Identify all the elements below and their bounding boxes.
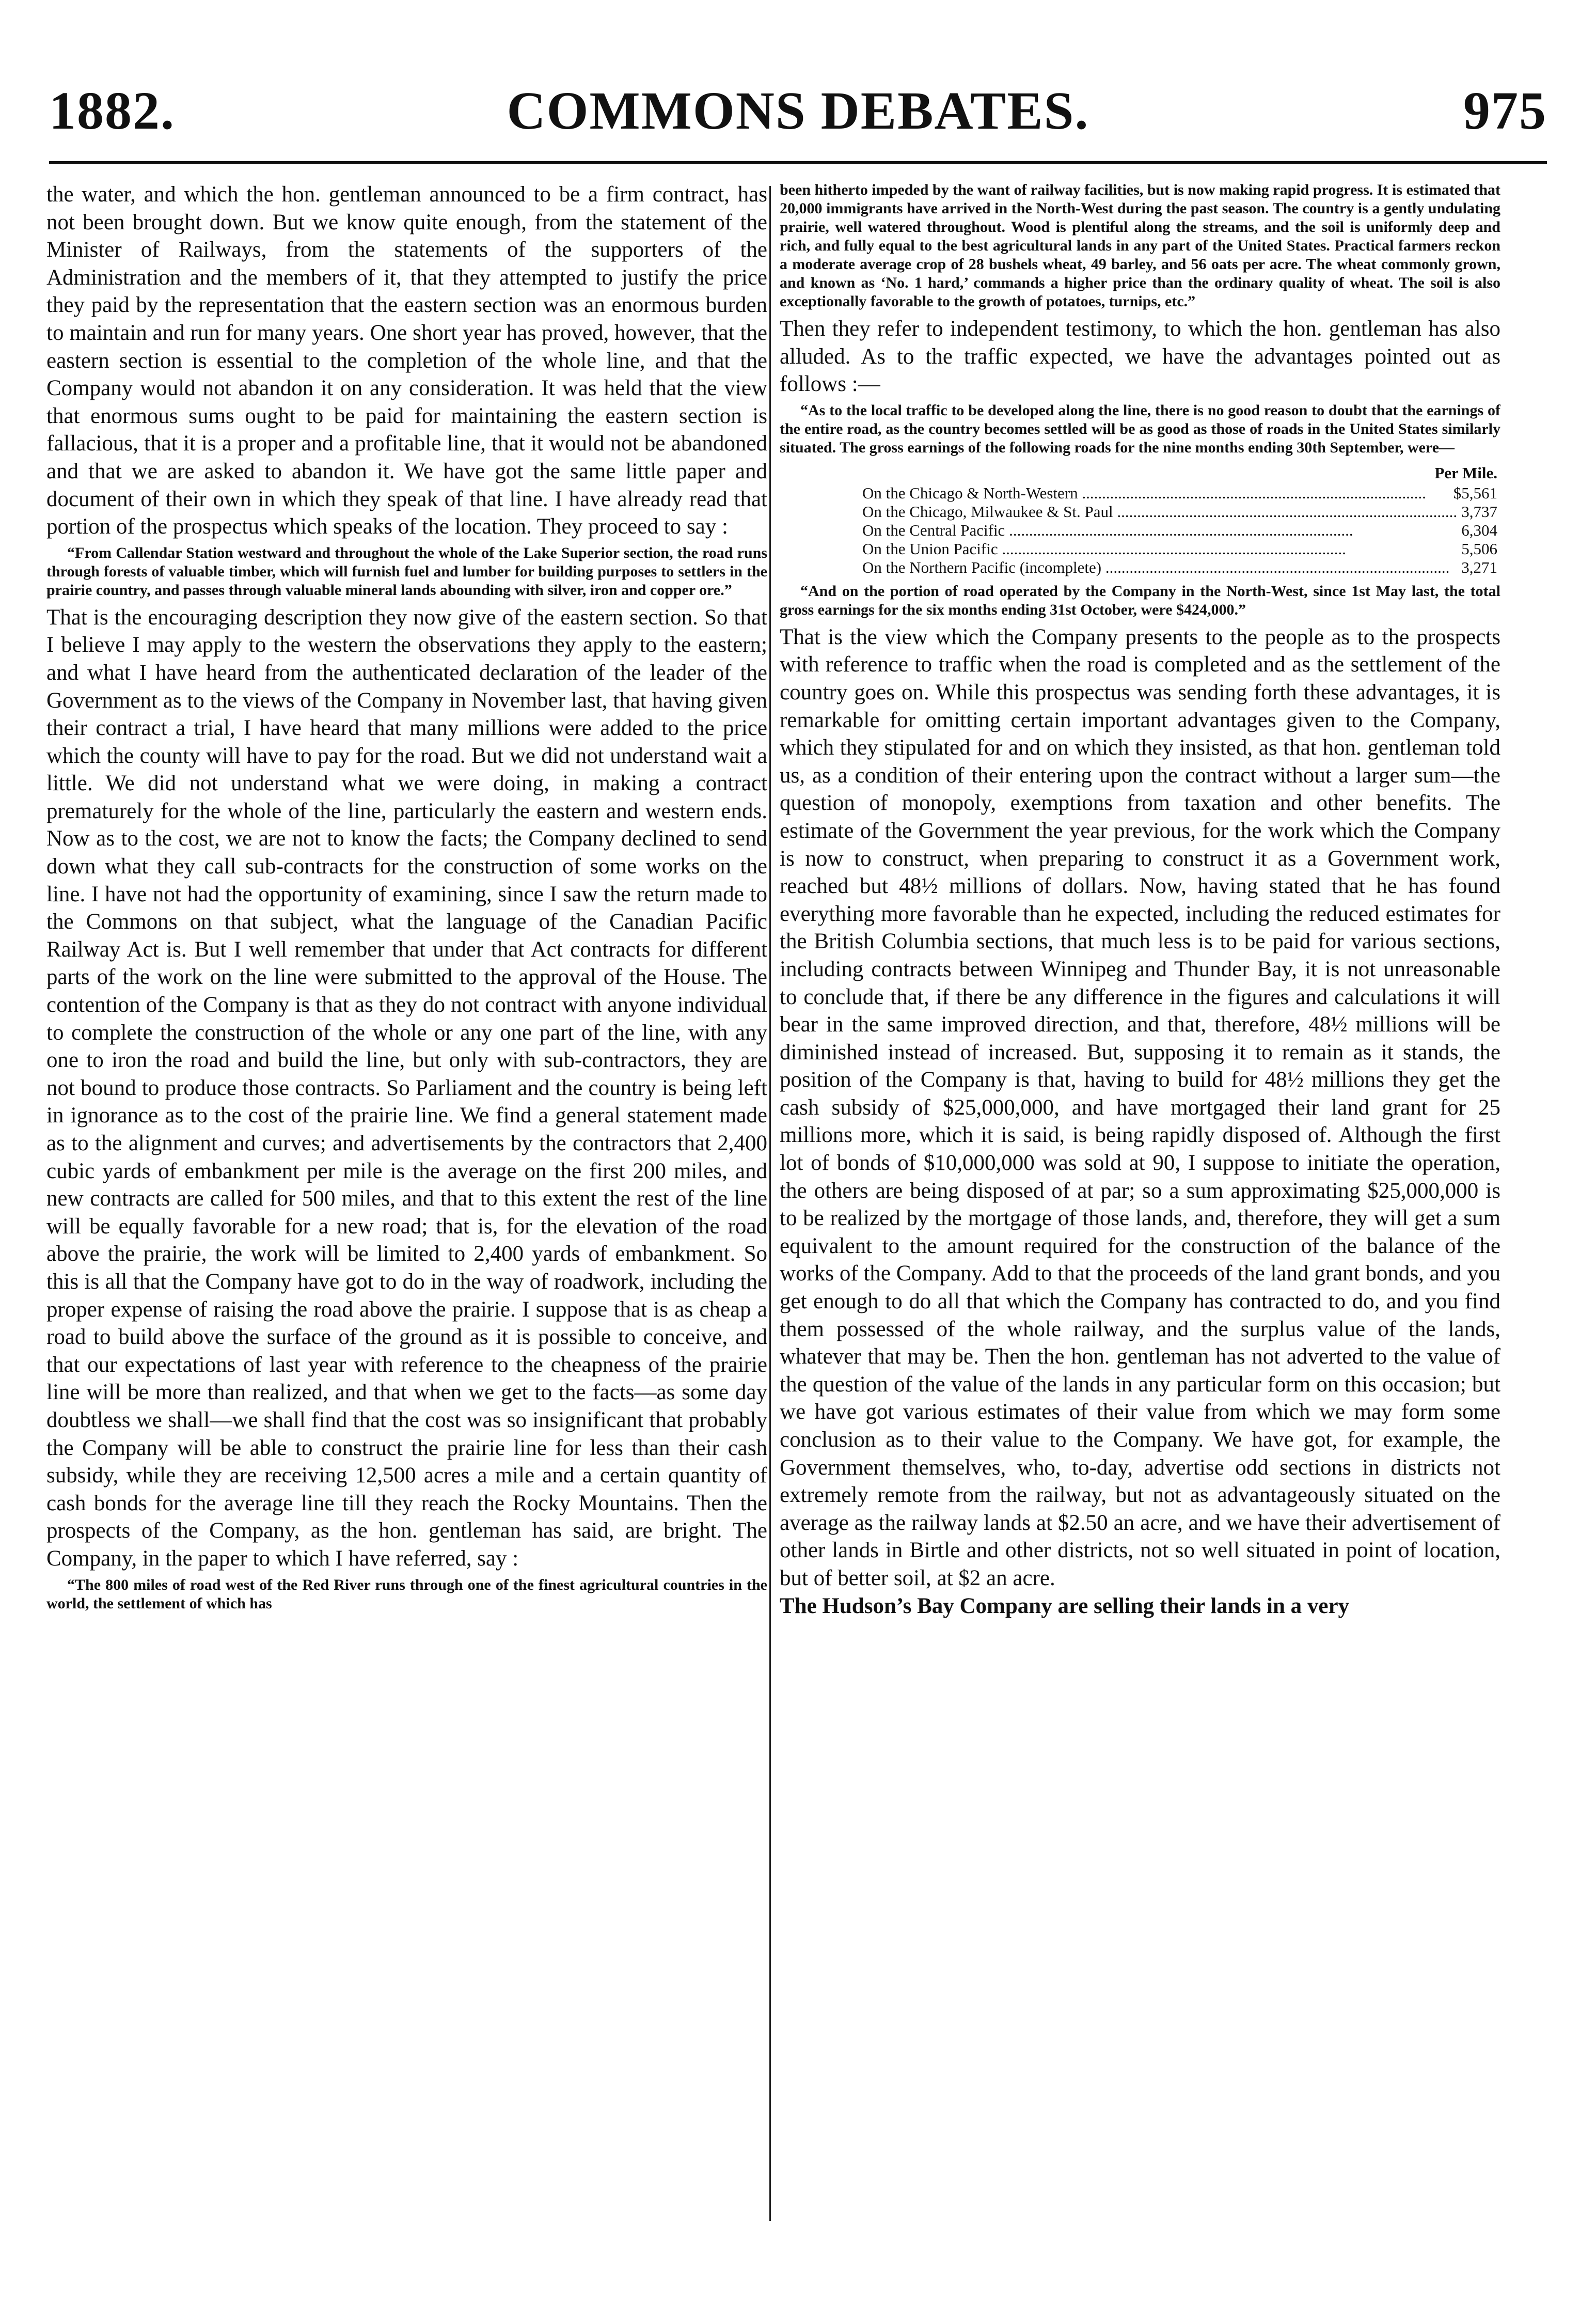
left-paragraph-2: That is the encouraging description they now give of the eastern section. So that I believe I may apply to the western the observations they apply to the eastern; and what I have heard from the authenticated declaration of the leader of the Government as to the views of the Company in November last, that having given their contract a trial, I have heard that many millions were added to the price which the county will have to pay for the road. But we did not understand wait a little. We did not understand what we were doing, in making a contract prematurely for the whole of the line, particularly the eastern and western ends. Now as to the cost, we are not to know the facts; the Company declined to send down what they call sub-contracts for the construction of some works on the line. I have not had the opportunity of examining, since I saw the return made to the Commons on that subject, what the language of the Canadian Pacific Railway Act is. But I well remember that under that Act contracts for different parts of the work on the line were submitted to the approval of the House. The contention of the Company is that as they do not contract with anyone individual to complete the construction of the whole or any one part of the line, with any one to iron the road and build the line, but only with sub-contractors, they are not bound to produce those contracts. So Parliament and the country is being left in ignorance as to the cost of the prairie line. We find a general statement made as to the alignment and curves; and advertisements by the contractors that 2,400 cubic yards of embankment per mile is the average on the first 200 miles, and new contracts are called for 500 miles, and that to this extent the rest of the line will be equally favorable for a new road; that is, for the elevation of the road above the prairie, the work will be limited to 2,400 yards of embankment. So this is all that the Company have got to do in the way of roadwork, including the proper expense of raising the road above the prairie. I suppose that is as cheap a road to build above the surface of the ground as it is possible to conceive, and that our expectations of last year with reference to the cheapness of the prairie line will be more than realized, and that when we get to the facts—as some day doubtless we shall—we shall find that the cost was so insignificant that probably the Company will be able to construct the prairie line for less than their cash subsidy, while they are receiving 12,500 acres a mile and a certain quantity of cash bonds for the average line till they reach the Rocky Mountains. Then the prospects of the Company, as the hon. gentleman has said, are bright. The Company, in the paper to which I have referred, say : xyxy=(46,605,767,1571)
table-row xyxy=(780,540,1500,558)
header-year: 1882. xyxy=(49,81,175,140)
right-quote-2: “As to the local traffic to be developed along the line, there is no good reason to doubt that the earnings of the entire road, as the country becomes settled will be as good as those of roads in the United States similarly situated. The gross earnings of the following roads for the nine months ending 30th September, were— xyxy=(780,401,1500,456)
left-quote-2: “The 800 miles of road west of the Red River runs through one of the finest agricultural countries in the world, the settlement of which has xyxy=(46,1576,767,1612)
table-row-value: 3,737 xyxy=(1458,503,1497,521)
header-page-number: 975 xyxy=(1463,81,1547,140)
table-row xyxy=(780,484,1500,503)
right-column xyxy=(780,181,1500,2236)
right-paragraph-1: Then they refer to independent testimony, to which the hon. gentleman has also alluded. As to the traffic expected, we have the advantages pointed out as follows :— xyxy=(780,317,1500,397)
left-column xyxy=(46,181,767,2236)
table-row-label: On the Chicago & North-Western ..... xyxy=(862,484,1450,503)
right-quote-3: “And on the portion of road operated by the Company in the North-West, since 1st May last, the total gross earnings for the six months ending 31st October, were $424,000.” xyxy=(780,582,1500,618)
earnings-table xyxy=(780,462,1500,577)
table-row-label: On the Union Pacific ..... xyxy=(862,540,1458,558)
table-row-value: 5,506 xyxy=(1458,540,1497,558)
right-paragraph-3: The Hudson’s Bay Company are selling their lands in a very xyxy=(780,1593,1350,1618)
right-paragraph-2: That is the view which the Company presents to the people as to the prospects with reference to traffic when the road is completed and as the settlement of the country goes on. While this prospectus was sending forth these advantages, it is remarkable for omitting certain important advantages given to the Company, which they stipulated for and on which they insisted, as that hon. gentleman told us, as a condition of their entering upon the contract without a larger sum—the question of monopoly, exemptions from taxation and other benefits. The estimate of the Government the year previous, for the work which the Company is now to construct, when preparing to construct it as a Government work, reached but 48½ millions of dollars. Now, having stated that he has found everything more favorable than he expected, including the reduced estimates for the British Columbia sections, that much less is to be paid for various sections, including contracts between Winnipeg and Thunder Bay, it is not unreasonable to conclude that, if there be any difference in the figures and calculations it will bear in the same improved direction, and that, therefore, 48½ millions will be diminished instead of increased. But, supposing it to remain as it stands, the position of the Company is that, having to build for 48½ millions they get the cash subsidy of $25,000,000, and have mortgaged their land grant for 25 millions more, which it is said, is being rapidly disposed of. Although the first lot of bonds of $10,000,000 was sold at 90, I suppose to initiate the operation, the others are being disposed of at par; so a sum approximating $25,000,000 is to be realized by the mortgage of those lands, and, therefore, they will get a sum equivalent to the amount required for the construction of the balance of the works of the Company. Add to that the proceeds of the land grant bonds, and you get enough to do all that which the Company has contracted to do, and you find them possessed of the whole railway, and the surplus value of the lands, whatever that may be. Then the hon. gentleman has not adverted to the value of the question of the value of the lands in any particular form on this occasion; but we have got various estimates of their value from which we may form some conclusion as to their value to the Company. We have got, for example, the Government themselves, who, to-day, advertise odd sections in districts not extremely remote from the railway, but not as advantageously situated on the average as the railway lands at $2.50 an acre, and we have their advertisement of other lands in Birtle and other districts, not so well situated in point of location, but of better soil, at $2 an acre. xyxy=(780,624,1500,1590)
table-row-label: On the Chicago, Milwaukee & St. Paul ..... xyxy=(862,503,1458,521)
table-row-label: On the Central Pacific ..... xyxy=(862,521,1458,540)
right-quote-continuation: been hitherto impeded by the want of railway facilities, but is now making rapid progress. It is estimated that 20,000 immigrants have arrived in the North-West during the past season. The country is a gently undulating prairie, well watered throughout. Wood is plentiful along the streams, and the soil is uniformly deep and rich, and fully equal to the best agricultural lands in any part of the United States. Practical farmers reckon a moderate average crop of 28 bushels wheat, 49 barley, and 56 oats per acre. The wheat commonly grown, and known as ‘No. 1 hard,’ commands a higher price than the ordinary quality of wheat. The soil is also exceptionally favorable to the growth of potatoes, turnips, etc.” xyxy=(780,181,1500,310)
page-header xyxy=(49,77,1547,150)
table-row-value: 6,304 xyxy=(1458,521,1497,540)
table-header: Per Mile. xyxy=(1434,463,1497,482)
column-divider xyxy=(769,186,771,2221)
header-rule xyxy=(49,161,1547,164)
left-quote-1: “From Callendar Station westward and throughout the whole of the Lake Superior section, the road runs through forests of valuable timber, which will furnish fuel and lumber for building purposes to settlers in the prairie country, and passes through valuable mineral lands abounding with silver, iron and copper ore.” xyxy=(46,544,767,599)
table-row-value: 3,271 xyxy=(1458,558,1497,577)
table-row-label: On the Northern Pacific (incomplete) ..... xyxy=(862,558,1458,577)
header-title: COMMONS DEBATES. xyxy=(507,81,1089,140)
table-row xyxy=(780,521,1500,540)
left-paragraph-1: the water, and which the hon. gentleman announced to be a firm contract, has not been brought down. But we know quite enough, from the statement of the Minister of Railways, from the statements of the supporters of the Administration and the members of it, that they attempted to justify the price they paid by the representation that the eastern section was an enormous burden to maintain and run for many years. One short year has proved, however, that the eastern section is essential to the completion of the whole line, and that the Company would not abandon it on any consideration. It was held that the view that enormous sums ought to be paid for maintaining the eastern section is fallacious, that it is a proper and a profitable line, that it would not be abandoned and that we are asked to abandon it. We have got the same little paper and document of their own in which they speak of that line. I have already read that portion of the prospectus which speaks of the location. They proceed to say : xyxy=(46,182,767,539)
table-row-value: $5,561 xyxy=(1450,484,1497,503)
table-row xyxy=(780,558,1500,577)
table-row xyxy=(780,503,1500,521)
